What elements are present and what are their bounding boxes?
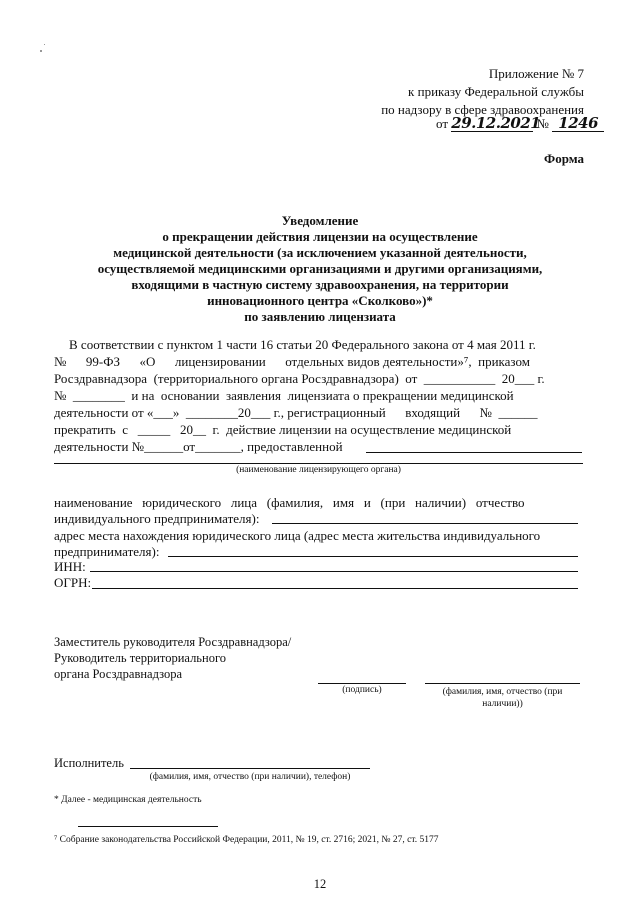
title-line-2: о прекращении действия лицензии на осуществление [162,229,478,244]
caption-full-name-1: (фамилия, имя, отчество (при [442,687,563,697]
executor-label: Исполнитель [54,756,124,770]
page-number: 12 [313,877,327,891]
signatory-line-1: Заместитель руководителя Росздравнадзора/ [54,635,292,649]
full-name-line [425,683,580,684]
body-line-3: Росздравнадзора (территориального органа Росздравнадзора) от ___________ 20___ г. [54,371,545,386]
field-inn-underline [90,571,578,572]
licensing-body-underline [366,452,582,453]
title-line-5: входящими в частную систему здравоохранения, на территории [131,277,509,292]
scan-speck [44,44,45,45]
signatory-line-3: органа Росздравнадзора [54,667,183,681]
title-line-7: по заявлению лицензиата [244,309,396,324]
caption-signature: (подпись) [342,685,382,695]
order-authority: по надзору в сфере здравоохранения [381,102,584,117]
field-name-line-1: наименование юридического лица (фамилия, имя и (при наличии) отчество [54,495,525,510]
caption-licensing-body: (наименование лицензирующего органа) [236,465,401,475]
field-address-line-1: адрес места нахождения юридического лица (адрес места жительства индивидуального [54,528,541,543]
title-line-4: осуществляемой медицинскими организациями и другими организациями, [97,261,543,276]
caption-executor: (фамилия, имя, отчество (при наличии), телефон) [149,772,351,782]
order-reference: к приказу Федеральной службы [408,84,584,99]
footnote-seven: ⁷ Собрание законодательства Российской Федерации, 2011, № 19, ст. 2716; 2021, № 27, ст. 5177 [54,835,439,845]
field-name-underline [272,523,578,524]
body-line-7: деятельности №______от_______, предоставленной [54,439,343,454]
form-label: Форма [544,151,584,166]
body-line-6: прекратить с _____ 20__ г. действие лицензии на осуществление медицинской [54,422,512,437]
field-address-underline [168,556,578,557]
field-name-line-2: индивидуального предпринимателя): [54,511,260,526]
signature-line [318,683,406,684]
title-line-6: инновационного центра «Сколково»)* [207,293,433,308]
number-label: № [536,116,549,131]
footnote-separator [78,826,218,827]
body-line-2: № 99-ФЗ «О лицензировании отдельных видов деятельности»⁷, приказом [54,354,530,369]
body-line-5: деятельности от «___» ________20___ г., регистрационный входящий № ______ [54,405,538,420]
title-line-3: медицинской деятельности (за исключением указанной деятельности, [113,245,527,260]
field-ogrn-label: ОГРН: [54,575,92,590]
field-ogrn-underline [92,588,578,589]
order-number-handwritten: 1246 [552,116,604,132]
order-date-line [436,116,604,132]
licensing-body-underline-2 [54,463,583,464]
signatory-line-2: Руководитель территориального [54,651,227,665]
footnote-star: * Далее - медицинская деятельность [54,795,202,805]
date-prefix: от [436,116,449,131]
body-line-1: В соответствии с пунктом 1 части 16 статьи 20 Федерального закона от 4 мая 2011 г. [69,337,536,352]
field-inn-label: ИНН: [54,559,86,574]
order-date-handwritten: 29.12.2021 [451,114,541,132]
field-address-line-2: предпринимателя): [54,544,160,559]
caption-full-name-2: наличии)) [482,699,523,709]
scan-speck [40,50,42,52]
executor-underline [130,768,370,769]
appendix-number: Приложение № 7 [488,66,584,81]
title-line-1: Уведомление [281,213,359,228]
body-line-4: № ________ и на основании заявления лицензиата о прекращении медицинской [54,388,514,403]
